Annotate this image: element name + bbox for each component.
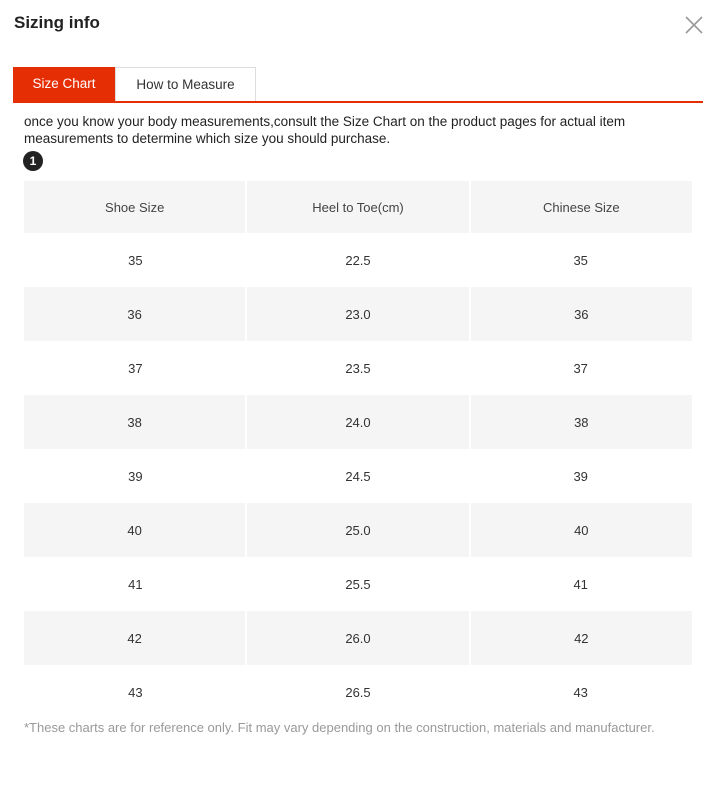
table-header-row: [24, 181, 692, 233]
table-row: [24, 665, 692, 719]
tab-bar: [13, 67, 703, 103]
cell-chinese-size: 41: [573, 576, 588, 592]
table-row: [24, 341, 692, 395]
table-row: [24, 557, 692, 611]
cell-heel-to-toe: 23.5: [345, 360, 371, 376]
cell-shoe-size: 42: [24, 611, 247, 665]
cell-shoe-size: 39: [128, 468, 143, 484]
footnote: *These charts are for reference only. Fit may vary depending on the construction, materials and manufacturer.: [24, 720, 655, 735]
tab-how-to-measure[interactable]: How to Measure: [115, 67, 256, 101]
header-chinese-size: Chinese Size: [471, 181, 692, 233]
table-row: [24, 287, 692, 341]
cell-shoe-size: 38: [24, 395, 247, 449]
close-button[interactable]: [683, 14, 705, 36]
cell-shoe-size: 40: [24, 503, 247, 557]
step-badge: 1: [23, 151, 43, 171]
cell-heel-to-toe: 22.5: [345, 252, 371, 268]
cell-chinese-size: 43: [573, 684, 588, 700]
cell-heel-to-toe: 24.5: [345, 468, 371, 484]
cell-shoe-size: 43: [128, 684, 143, 700]
cell-chinese-size: 37: [573, 360, 588, 376]
table-row: [24, 503, 692, 557]
close-icon: [683, 14, 705, 36]
table-row: [24, 449, 692, 503]
cell-shoe-size: 35: [128, 252, 143, 268]
cell-heel-to-toe: 26.5: [345, 684, 371, 700]
cell-chinese-size: 38: [471, 395, 692, 449]
cell-heel-to-toe: 25.5: [345, 576, 371, 592]
table-row: [24, 233, 692, 287]
cell-chinese-size: 42: [471, 611, 692, 665]
table-row: [24, 611, 692, 665]
cell-heel-to-toe: 23.0: [247, 287, 470, 341]
header-shoe-size: Shoe Size: [24, 181, 247, 233]
cell-chinese-size: 40: [471, 503, 692, 557]
dialog-title: Sizing info: [14, 13, 100, 32]
table-row: [24, 395, 692, 449]
cell-shoe-size: 41: [128, 576, 143, 592]
cell-heel-to-toe: 25.0: [247, 503, 470, 557]
tab-size-chart[interactable]: Size Chart: [13, 67, 115, 101]
cell-chinese-size: 36: [471, 287, 692, 341]
intro-text: once you know your body measurements,consult the Size Chart on the product pages for actual item measurements to determine which size you should purchase.: [24, 114, 626, 146]
cell-heel-to-toe: 26.0: [247, 611, 470, 665]
cell-shoe-size: 36: [24, 287, 247, 341]
cell-shoe-size: 37: [128, 360, 143, 376]
size-chart-table: [24, 181, 692, 719]
cell-chinese-size: 39: [573, 468, 588, 484]
cell-chinese-size: 35: [573, 252, 588, 268]
cell-heel-to-toe: 24.0: [247, 395, 470, 449]
header-heel-to-toe: Heel to Toe(cm): [247, 181, 470, 233]
